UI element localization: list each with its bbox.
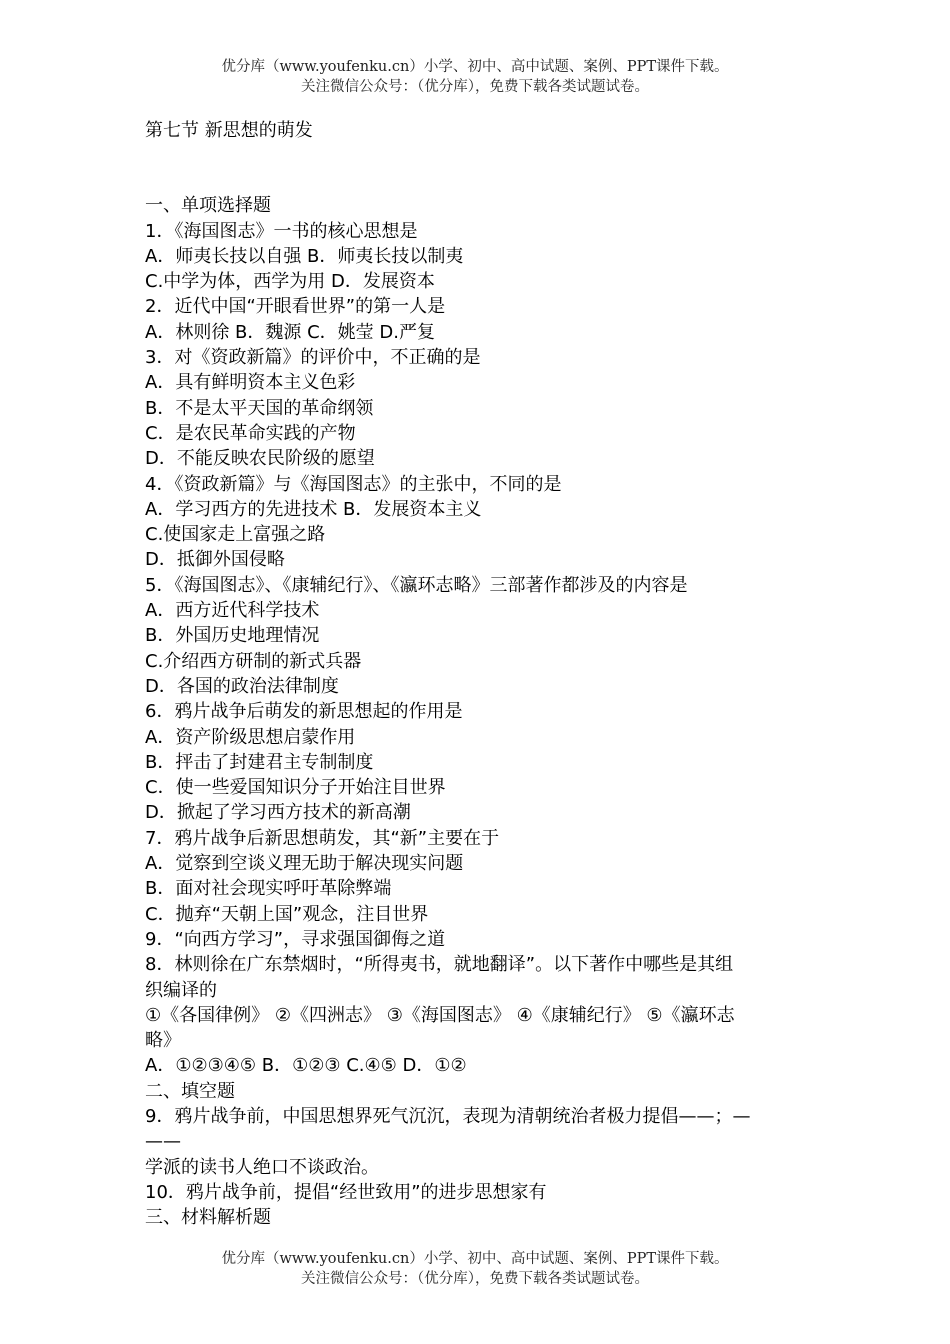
text-line: ①《各国律例》 ②《四洲志》 ③《海国图志》 ④《康辅纪行》 ⑤《瀛环志 [145,1004,735,1026]
text-line: 二、填空题 [145,1080,235,1102]
text-line: D．抵御外国侵略 [145,549,285,571]
footer-line-1: 优分库（www.youfenku.cn）小学、初中、高中试题、案例、PPT课件下载。 [221,1251,729,1267]
text-line: B．不是太平天国的革命纲领 [145,397,374,419]
text-line: B．面对社会现实呼吁革除弊端 [145,878,392,900]
text-line: C.中学为体，西学为用 D．发展资本 [145,271,435,293]
text-line: 10．鸦片战争前，提倡“经世致用”的进步思想家有 [145,1181,547,1203]
footer-line-2: 关注微信公众号：（优分库），免费下载各类试题试卷。 [301,1271,649,1287]
text-line: 5．《海国图志》、《康辅纪行》、《瀛环志略》三部著作都涉及的内容是 [145,574,688,596]
text-line: D．不能反映农民阶级的愿望 [145,448,375,470]
question-list [145,193,795,1230]
header-line-1: 优分库（www.youfenku.cn）小学、初中、高中试题、案例、PPT课件下载。 [221,59,729,75]
text-line: B．抨击了封建君主专制制度 [145,751,374,773]
text-line: C.使国家走上富强之路 [145,524,326,546]
text-line: 9．“向西方学习”，寻求强国御侮之道 [145,928,446,950]
section-title: 第七节 新思想的萌发 [145,120,313,141]
text-line: 一、单项选择题 [145,195,271,217]
text-line: 2．近代中国“开眼看世界”的第一人是 [145,296,446,318]
text-line: C．使一些爱国知识分子开始注目世界 [145,777,446,799]
text-line: 学派的读书人绝口不谈政治。 [145,1156,379,1178]
text-line: D．各国的政治法律制度 [145,675,339,697]
text-line: 7．鸦片战争后新思想萌发，其“新”主要在于 [145,827,500,849]
text-line: A．①②③④⑤ B．①②③ C.④⑤ D．①② [145,1055,467,1077]
text-line: D．掀起了学习西方技术的新高潮 [145,802,411,824]
text-line: A．资产阶级思想启蒙作用 [145,726,356,748]
document-body [145,118,795,1230]
text-line: 4．《资政新篇》与《海国图志》的主张中，不同的是 [145,473,562,495]
header-line-2: 关注微信公众号：（优分库），免费下载各类试题试卷。 [301,79,649,95]
text-line: 3．对《资政新篇》的评价中，不正确的是 [145,347,481,369]
text-line: 8．林则徐在广东禁烟时，“所得夷书，就地翻译”。以下著作中哪些是其组 [145,954,734,976]
text-line: A．学习西方的先进技术 B．发展资本主义 [145,498,482,520]
text-line: A．西方近代科学技术 [145,600,320,622]
text-line: —— [145,1131,181,1153]
text-line: A．具有鲜明资本主义色彩 [145,372,356,394]
text-line: B．外国历史地理情况 [145,625,320,647]
text-line: C．是农民革命实践的产物 [145,422,356,444]
text-line: 织编译的 [145,979,217,1001]
text-line: C.介绍西方研制的新式兵器 [145,650,362,672]
text-line: 6．鸦片战争后萌发的新思想起的作用是 [145,701,463,723]
page-footer [0,1249,950,1289]
text-line: 略》 [145,1030,181,1052]
text-line: 9．鸦片战争前，中国思想界死气沉沉，表现为清朝统治者极力提倡——；— [145,1105,751,1127]
text-line: 1．《海国图志》一书的核心思想是 [145,220,418,242]
text-line: C．抛弃“天朝上国”观念，注目世界 [145,903,429,925]
page-header [0,57,950,97]
text-line: A．觉察到空谈义理无助于解决现实问题 [145,853,464,875]
text-line: 三、材料解析题 [145,1207,271,1229]
text-line: A．师夷长技以自强 B．师夷长技以制夷 [145,245,464,267]
text-line: A．林则徐 B．魏源 C．姚莹 D.严复 [145,321,435,343]
